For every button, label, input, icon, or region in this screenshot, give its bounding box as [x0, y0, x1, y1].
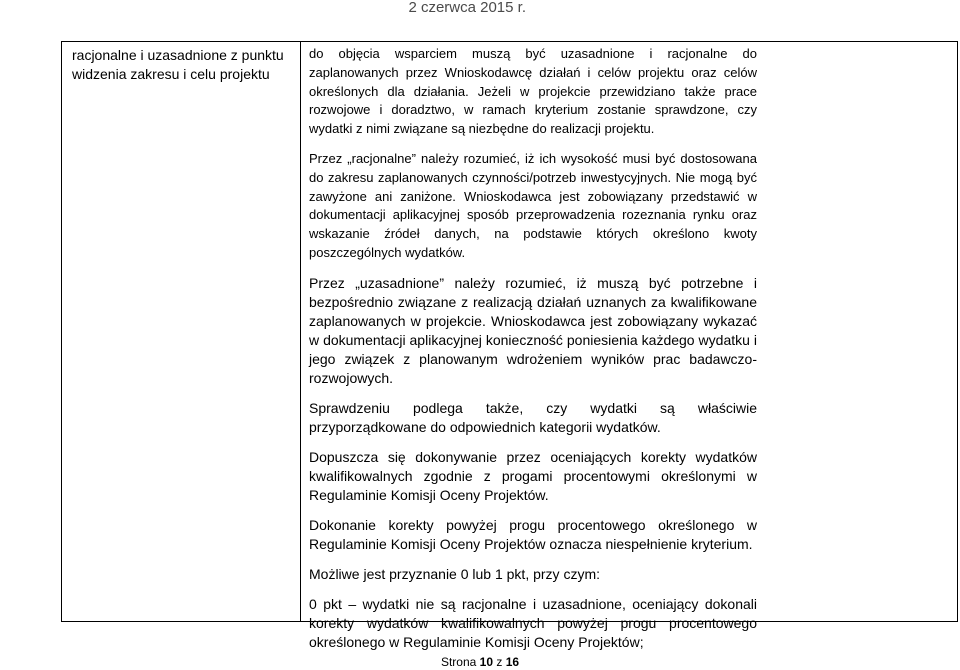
- criterion-name-cell: racjonalne i uzasadnione z punktu widzenia zakresu i celu projektu: [72, 47, 284, 82]
- paragraph-kategorie: Sprawdzeniu podlega także, czy wydatki są właściwie przyporządkowane do odpowiednich kategorii wydatków.: [309, 399, 757, 435]
- header-date: 2 czerwca 2015 r.: [408, 0, 526, 16]
- criteria-table: [61, 41, 958, 650]
- paragraph-niespelnienie: Dokonanie korekty powyżej progu procentowego określonego w Regulaminie Komisji Oceny Projektów oznacza niespełnienie kryterium.: [309, 516, 757, 552]
- column-divider: [300, 42, 301, 621]
- paragraph-korekty: Dopuszcza się dokonywanie przez oceniających korekty wydatków kwalifikowalnych zgodnie z progami procentowymi określonymi w Regulaminie Komisji Oceny Projektów.: [309, 448, 757, 503]
- page-current: 10: [479, 655, 493, 669]
- page-separator: z: [496, 655, 503, 669]
- page-total: 16: [505, 655, 520, 669]
- paragraph-intro: do objęcia wsparciem muszą być uzasadnione i racjonalne do zaplanowanych przez Wnioskodawcę działań i celów projektu oraz celów określonych dla działania. Jeżeli w projekcie przewidziano także prace rozwojowe i doradztwo, w ramach kryterium zostanie sprawdzone, czy wydatki z nimi związane są niezbędne do realizacji projektu.: [309, 46, 757, 137]
- criterion-description-cell: [309, 45, 757, 652]
- paragraph-punkty: Możliwe jest przyznanie 0 lub 1 pkt, przy czym:: [309, 565, 600, 582]
- paragraph-racjonalne: Przez „racjonalne” należy rozumieć, iż ich wysokość musi być dostosowana do zakresu zaplanowanych czynności/potrzeb inwestycyjnych. Nie mogą być zawyżone ani zaniżone. Wnioskodawca jest zobowiązany przedstawić w dokumentacji aplikacyjnej sposób przeprowadzenia rozeznania rynku oraz wskazanie źródeł danych, na podstawie których określono kwoty poszczególnych wydatków.: [309, 150, 757, 260]
- paragraph-zero-pkt: 0 pkt – wydatki nie są racjonalne i uzasadnione, oceniający dokonali korekty wydatków kwalifikowalnych powyżej progu procentowego określonego w Regulaminie Komisji Oceny Projektów;: [309, 595, 757, 650]
- page-label: Strona: [440, 655, 477, 669]
- page-footer: [0, 655, 960, 669]
- paragraph-uzasadnione: Przez „uzasadnione” należy rozumieć, iż muszą być potrzebne i bezpośrednio związane z realizacją działań uznanych za kwalifikowane zaplanowanych w projekcie. Wnioskodawca jest zobowiązany wykazać w dokumentacji aplikacyjnej konieczność poniesienia każdego wydatku i jego związek z planowanym wdrożeniem wyników prac badawczo-rozwojowych.: [309, 274, 757, 386]
